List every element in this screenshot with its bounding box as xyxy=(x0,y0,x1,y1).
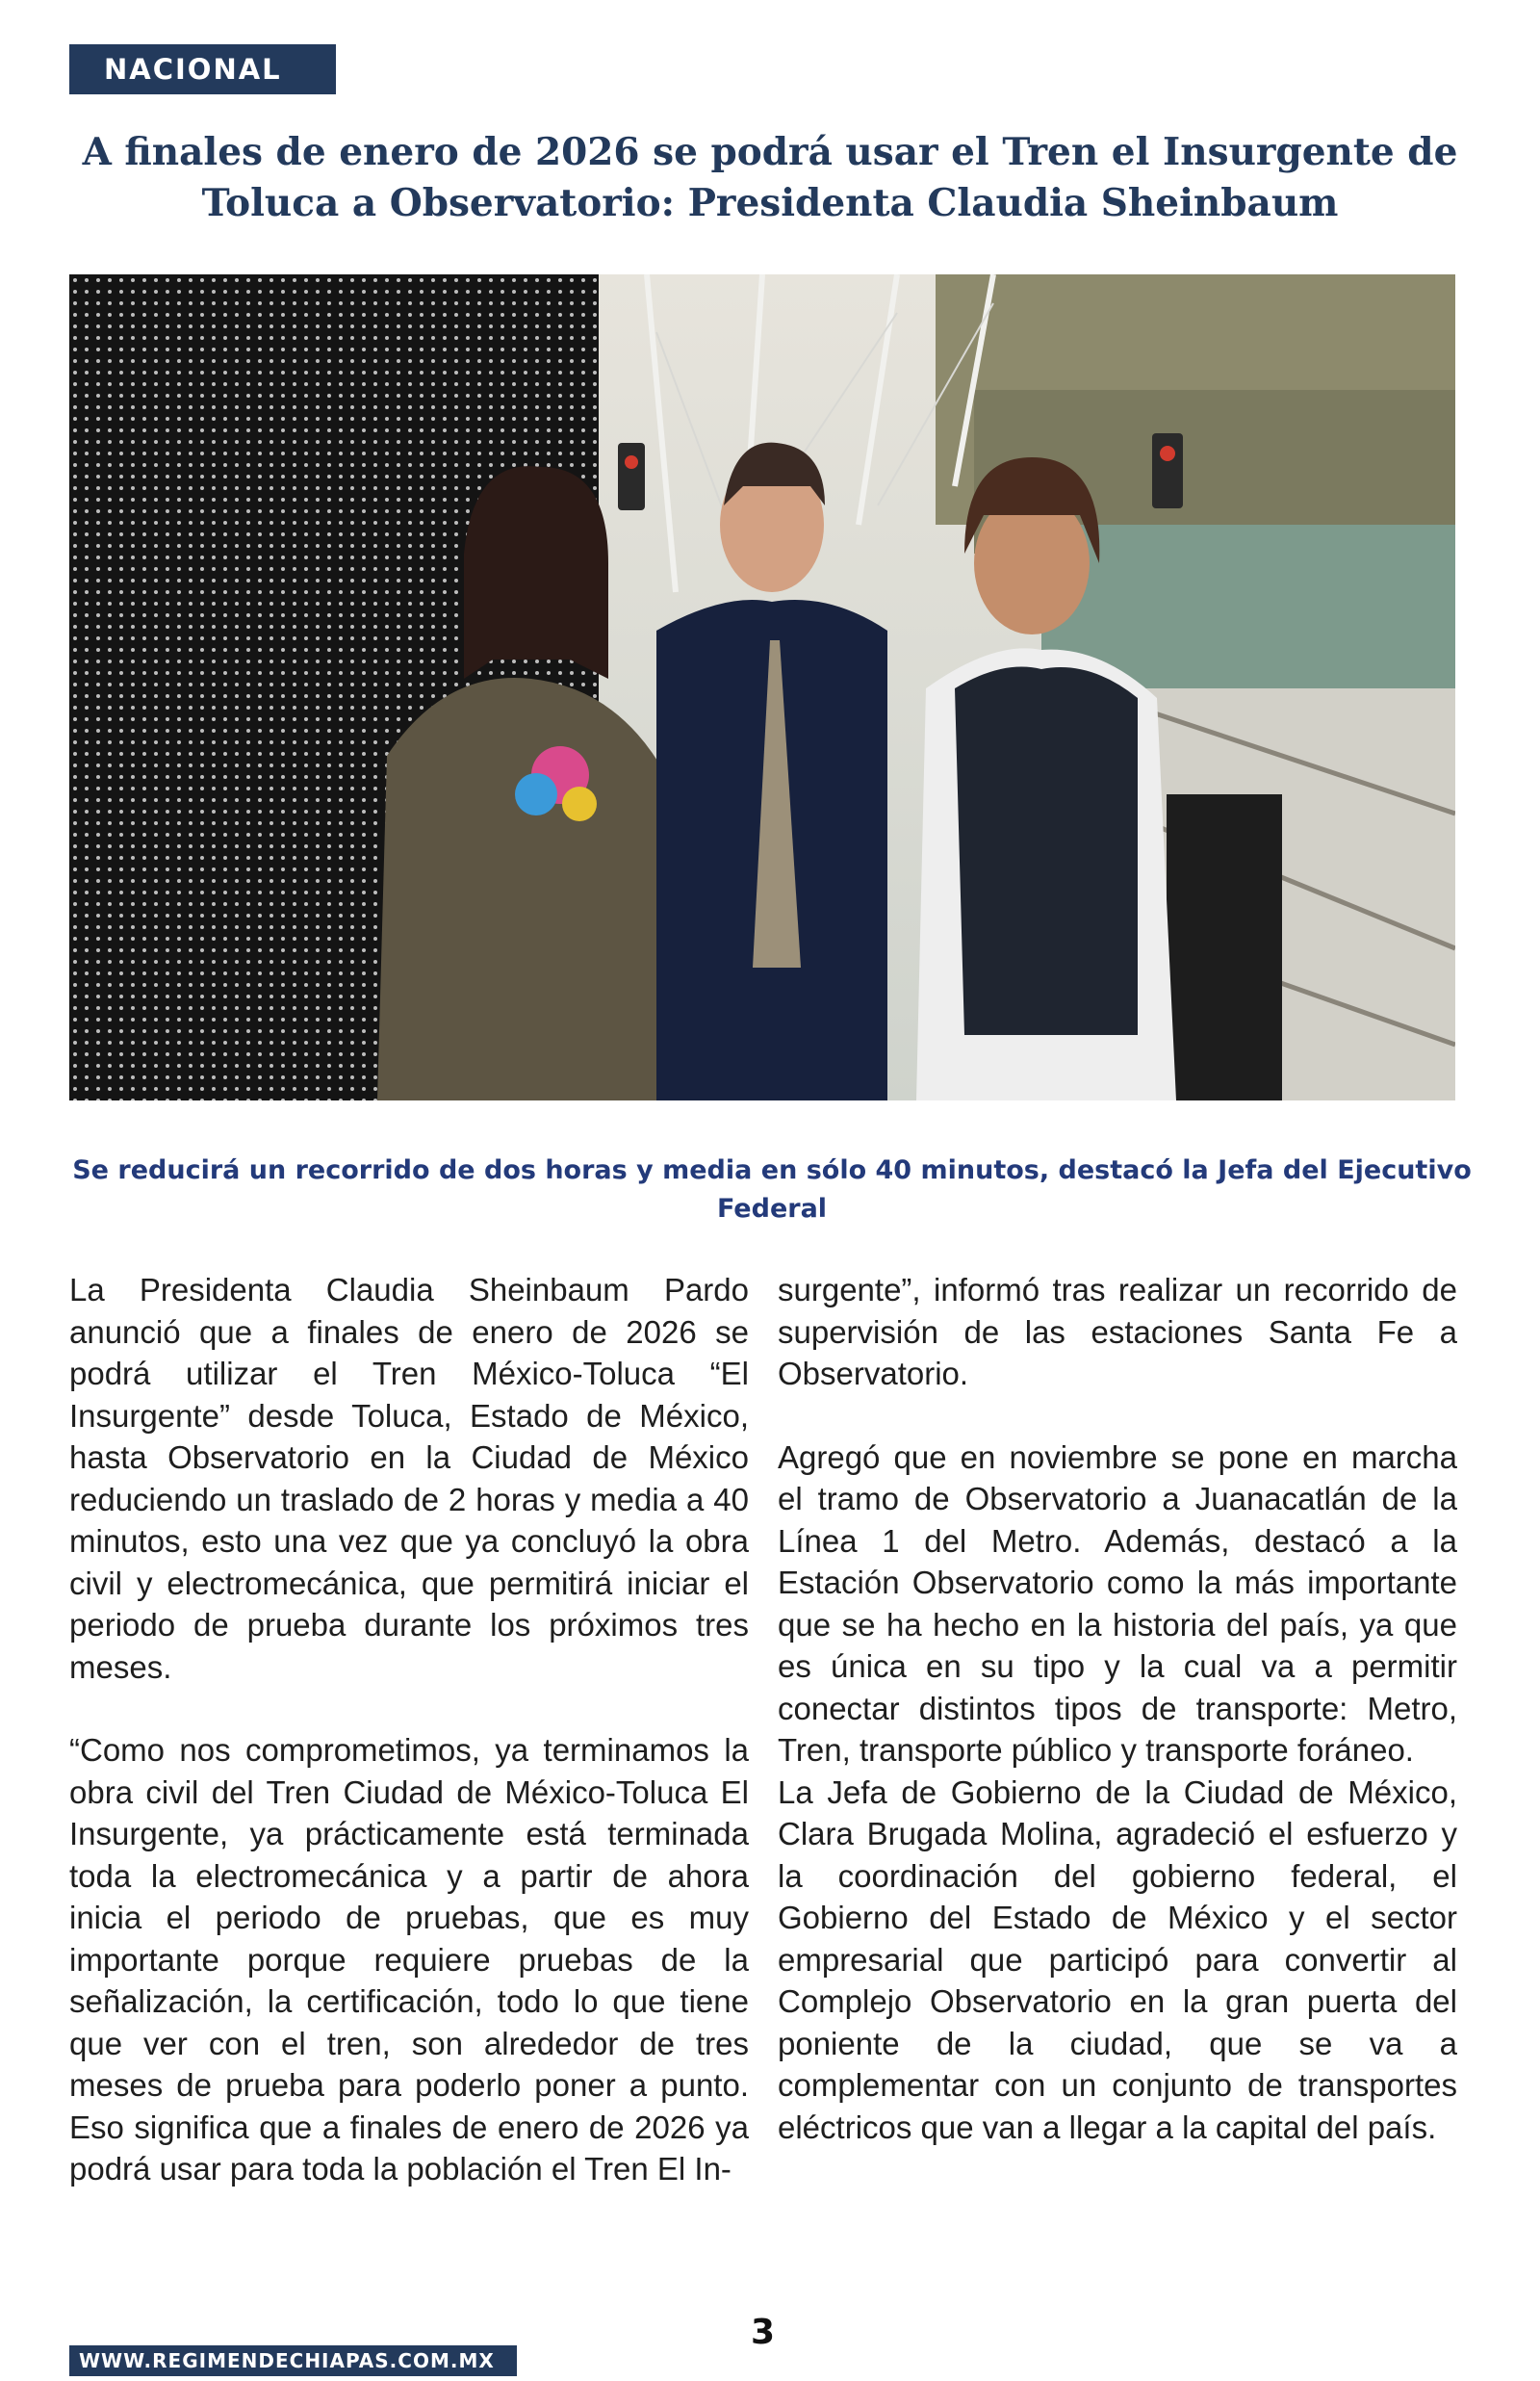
paragraph: “Como nos comprometimos, ya terminamos la obra civil del Tren Ciudad de México-Toluca El Insurgente, ya prácticamente está terminada toda la electromecánica y a partir de ahora inicia el periodo de pruebas, que es muy importante porque requiere pruebas de la señalización, la certificación, todo lo que tiene que ver con el tren, son alrededor de tres meses de prueba para poderlo poner a punto. Eso significa que a finales de enero de 2026 ya podrá usar para toda la población el Tren El In- xyxy=(69,1732,749,2187)
section-tag: NACIONAL xyxy=(69,44,336,94)
article-column-right xyxy=(778,1269,1457,2148)
paragraph: La Jefa de Gobierno de la Ciudad de México, Clara Brugada Molina, agradeció el esfuerzo y la coordinación del gobierno federal, el Gobierno del Estado de México y el sector empresarial que participó para convertir al Complejo Observatorio en la gran puerta del poniente de la ciudad, que se va a complementar con un conjunto de transportes eléctricos que van a llegar a la capital del país. xyxy=(778,1773,1457,2145)
article-photo xyxy=(69,274,1455,1100)
website-footer: WWW.REGIMENDECHIAPAS.COM.MX xyxy=(69,2345,517,2376)
headline: A finales de enero de 2026 se podrá usar el Tren el Insurgente de Toluca a Observatorio: Presidenta Claudia Sheinbaum xyxy=(82,130,1458,225)
paragraph: surgente”, informó tras realizar un recorrido de supervisión de las estaciones Santa Fe a Observatorio. xyxy=(778,1272,1457,1391)
paragraph: La Presidenta Claudia Sheinbaum Pardo anunció que a finales de enero de 2026 se podrá utilizar el Tren México-Toluca “El Insurgente” desde Toluca, Estado de México, hasta Observatorio en la Ciudad de México reduciendo un traslado de 2 horas y media a 40 minutos, esto una vez que ya concluyó la obra civil y electromecánica, que permitirá iniciar el periodo de prueba durante los próximos tres meses. xyxy=(69,1272,749,1685)
photo-caption: Se reducirá un recorrido de dos horas y media en sólo 40 minutos, destacó la Jefa del Ejecutivo Federal xyxy=(72,1155,1472,1224)
paragraph: Agregó que en noviembre se pone en marcha el tramo de Observatorio a Juanacatlán de la Línea 1 del Metro. Además, destacó a la Estación Observatorio como la más importante que se ha hecho en la historia del país, ya que es única en su tipo y la cual va a permitir conectar distintos tipos de transporte: Metro, Tren, transporte público y transporte foráneo. xyxy=(778,1438,1457,1768)
page-number: 3 xyxy=(751,2313,776,2352)
article-column-left xyxy=(69,1269,749,2190)
